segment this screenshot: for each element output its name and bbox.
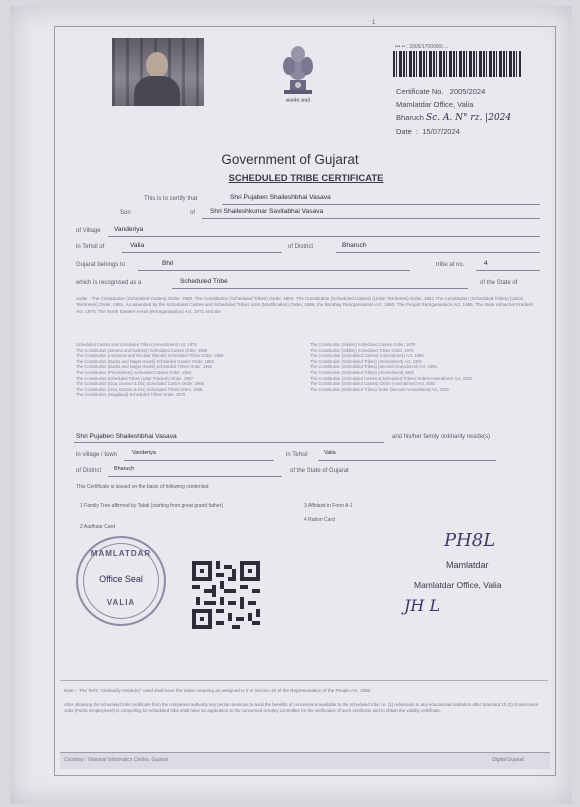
emblem-caption: सत्यमेव जयते [285, 98, 311, 104]
signature-initials: JH L [404, 596, 441, 615]
taluka-underline [122, 252, 282, 253]
order-item: The Constitution (Scheduled Castes) Order (Amendment) Act, 2002 [310, 381, 436, 387]
barcode-icon [393, 51, 521, 77]
res-taluka-value: Valia [324, 450, 336, 456]
order-item: The Constitution (Scheduled Tribes) (Amendment) Act, 1991 [310, 358, 422, 364]
credential-basis-label: This Certificate is issued on the basis of following credential: [76, 484, 210, 490]
footer-digital-gujarat: Digital Gujarat [492, 757, 524, 763]
issue-date: 15/07/2024 [422, 127, 460, 136]
certificate-meta: Certificate No. 2005/2024 Mamlatdar Office, Valia Bharuch Sc. A. N° rz. |2024 Date : 15/07/2024 [396, 87, 512, 136]
qr-code-icon [192, 561, 260, 629]
credential-aadhaar: 2 Aadhaar Card [80, 524, 116, 530]
order-item: The Constitution (Scheduled Castes) (Amendment) Act, 1990 [310, 353, 424, 359]
name-underline [222, 204, 540, 205]
barcode-block [393, 44, 523, 77]
of-label: of [190, 210, 196, 216]
footer-courtesy: Courtesy : National Informatics Centre, Gujarat [64, 757, 168, 763]
office-seal-stamp [76, 536, 166, 626]
family-reside-label: and his/her family ordinarily reside(s) [392, 434, 491, 440]
office-line: Mamlatdar Office, Valia [396, 100, 474, 109]
orders-right-column [310, 342, 540, 392]
order-item: The Constitution Scheduled Tribes (Uttar Pradesh) Order, 1967 [76, 375, 194, 381]
state-label: of the State of [480, 280, 518, 286]
res-village-label: in village / town [76, 452, 118, 458]
certificate-border [54, 26, 556, 776]
order-item: The Constitution (Sikkim) Scheduled Castes Order, 1978 [310, 342, 416, 347]
district-label: of District [288, 244, 314, 250]
certificate-no-label: Certificate No. [396, 87, 444, 96]
signature-scribble: PH8L [444, 530, 496, 551]
order-item: The Constitution (Nagaland) Scheduled Tribes Order, 1970 [76, 392, 186, 398]
village-label: of Village [76, 228, 101, 234]
handwritten-reference: Sc. A. N° rz. |2024 [426, 113, 512, 123]
note-divider [60, 680, 548, 681]
order-item: The Constitution (Dadra and Nagar Haveli) Scheduled Tribes Order, 1962 [76, 364, 213, 370]
res-taluka-label: in Tehsil [286, 452, 308, 458]
order-item: The Constitution (Scheduled Tribes) (Second Amendment) Act, 1991 [310, 364, 438, 370]
orders-left-column [76, 342, 302, 398]
certify-label: This is to certify that [144, 196, 198, 202]
credential-family-tree: 1 Family Tree affirmed by Talati (starting from great grand father) [80, 503, 223, 509]
resident-name: Shri Pujaben Shaileshbhai Vasava [76, 433, 177, 440]
signatory-office: Mamlatdar Office, Valia [414, 580, 502, 590]
government-title: Government of Gujarat [221, 152, 359, 167]
order-item: The Constitution (Sikkim) Scheduled Tribes Order, 1978 [310, 347, 414, 353]
father-name: Shri Shaileshkumar Savitabhai Vasava [210, 208, 324, 215]
res-district-underline [108, 476, 282, 477]
legal-text: under : The Constitution (Scheduled Castes) Order, 1950. The Constitution (Scheduled Tribes) Order, 1950. The Constitution (Scheduled Castes) (Union Territories) Order, 1951 The Constitution (Scheduled Tribes) (Union Territories) Order, 1951. As amended by the Scheduled Castes and Scheduled Tribes Lists (Modification) Order, 1956, the Bombay Reorganisation Act, 1960, The Punjab Reorganisation Act, 1966, The state Himachal Pradesh Act, 1970, The North Eastern Areas (Reorganisation) Act, 1971 and the [76, 296, 534, 314]
date-label: Date [396, 127, 412, 136]
resident-underline [74, 442, 384, 443]
order-item: Scheduled Castes and Scheduled Tribes (Amendment) Act, 1976 [76, 342, 197, 347]
note-line-1: Note :- The Term "Ordinarily reside(s)" used shall have the same meaning as assigned to it in Section 20 of the Representation of the People Act, 1950. [64, 688, 372, 693]
res-district-value: Bharuch [114, 466, 135, 472]
applicant-photo [112, 38, 204, 106]
recognised-label: which is recognised as a [76, 280, 142, 286]
district-underline [336, 252, 540, 253]
page-mark: 1 [372, 20, 376, 26]
district-value: Bharuch [342, 242, 367, 249]
tribe-no-underline [476, 270, 540, 271]
res-district-label: of District [76, 468, 102, 474]
order-item: The Constitution (Pondicherry) Scheduled Castes Order, 1964 [76, 369, 192, 375]
father-underline [202, 218, 540, 219]
village-underline [108, 236, 540, 237]
district-line: Bharuch [396, 113, 424, 122]
tribe-no-label: tribe at no. [436, 262, 465, 268]
res-taluka-underline [318, 460, 496, 461]
order-item: The Constitution (Scheduled Tribes) Order (Second Amendment) Act, 2002 [310, 386, 449, 392]
res-state-label: of the State of Gujarat [290, 468, 349, 474]
tribe-number: 4 [484, 260, 488, 267]
taluka-label: in Tehsil of [76, 244, 105, 250]
village-value: Vanderiya [114, 226, 144, 233]
res-village-value: Vanderiya [132, 450, 156, 456]
order-item: The Constitution (Scheduled Tribes) (Amendment) 2006 [310, 369, 414, 375]
order-item: The Constitution (Goa, Daman & Diu) Scheduled Castes Order, 1968 [76, 381, 205, 387]
certificate-no: 2005/2024 [449, 87, 486, 96]
order-item: The Constitution (Scheduled Castes & Scheduled Tribes) Orders Amendment Act, 2002 [310, 375, 473, 381]
credential-ration-card: 4 Ration Card [304, 517, 335, 523]
certificate-title: SCHEDULED TRIBE CERTIFICATE [228, 173, 384, 184]
taluka-value: Valia [130, 242, 145, 249]
seal-top-text: MAMLATDAR [90, 549, 152, 558]
recognised-underline [172, 288, 468, 289]
seal-bottom-text: VALIA [106, 598, 136, 607]
holder-name: Shri Pujaben Shaileshbhai Vasava [230, 194, 331, 201]
res-village-underline [124, 460, 274, 461]
order-item: The Constitution (Goa, Daman & Diu) Scheduled Tribes Order, 1968 [76, 386, 203, 392]
order-item: The Constitution (Dadra and Nagar Haveli) Scheduled Castes Order, 1962 [76, 358, 214, 364]
recognised-as: Scheduled Tribe [180, 278, 228, 285]
barcode-number: ••• •• : 2005/1700000/.... [395, 44, 449, 50]
son-label: Son [120, 210, 131, 216]
order-item: The Constitution (Andaman and Nicobar Islands) Scheduled Tribes Order, 1959 [76, 353, 224, 359]
national-emblem-icon [276, 40, 320, 104]
credential-affidavit: 3 Affidavit in Form A-1 [304, 503, 353, 509]
seal-middle-text: Office Seal [99, 574, 143, 584]
note-line-2: After obtaining the scheduled tribe certificate from the competent authority any person desirous to avail the benefits of concessions available to the scheduled tribe i.e. (1) Admission to any educational institution after Standard 10 (2) Government Jobs (Public Employment) is compelling for scheduled tribe shall have an application to the concerned scrutiny committee for the verification of such certificate and to obtain the validity certificate. [64, 702, 539, 713]
tribe-underline [138, 270, 410, 271]
tribe-value: Bhil [162, 260, 173, 267]
belongs-label: Gujarat belongs to [76, 262, 126, 268]
order-item: The Constitution (Jammu and Kashmir) Scheduled Castes Order, 1956 [76, 347, 208, 353]
signatory-title: Mamlatdar [446, 560, 489, 570]
